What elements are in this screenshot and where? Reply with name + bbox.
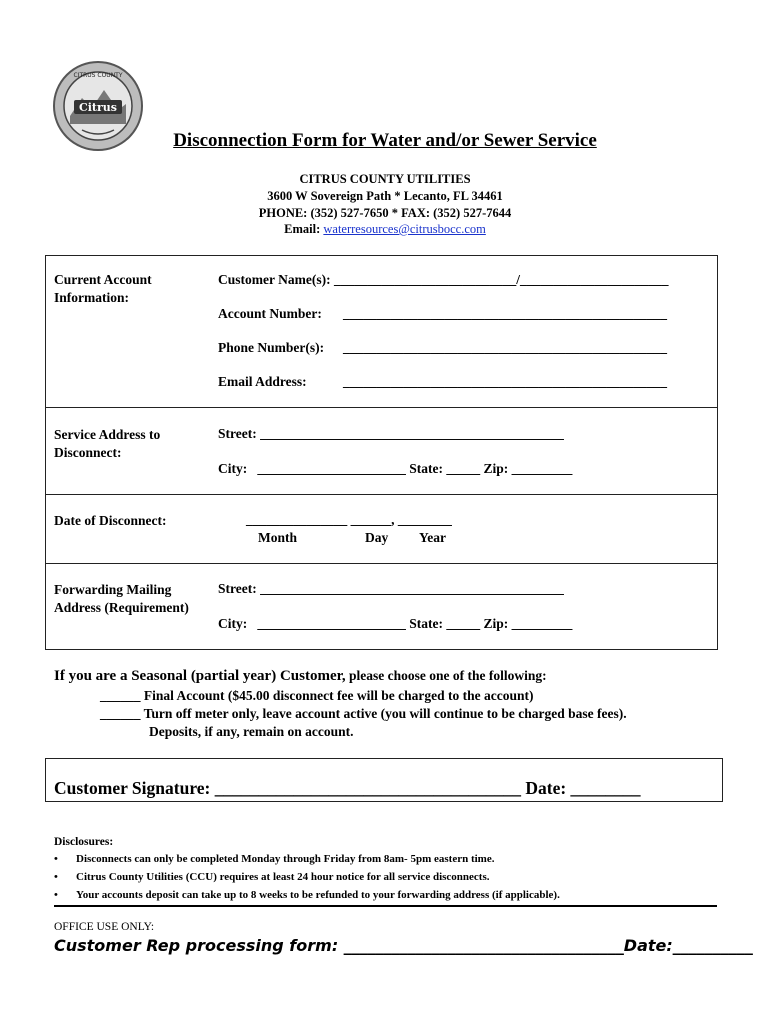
disclosure-text: Your accounts deposit can take up to 8 weeks to be refunded to your forwarding address (if applicable). <box>76 889 560 901</box>
date-of-disconnect-label: Date of Disconnect: <box>54 513 167 528</box>
org-email-line <box>0 222 770 237</box>
phone-number-label: Phone Number(s): <box>218 340 325 355</box>
disconnect-date-field[interactable]: _______________ ______, ________ <box>246 512 452 527</box>
bullet-icon: • <box>54 853 58 865</box>
org-address: 3600 W Sovereign Path * Lecanto, FL 34461 <box>267 189 503 203</box>
service-street-field[interactable]: Street: _____________________________________________ <box>218 426 564 441</box>
forwarding-city-state-zip-field[interactable]: City: ______________________ State: _____ Zip: _________ <box>218 616 573 631</box>
customer-names-field[interactable]: Customer Name(s): ___________________________/______________________ <box>218 272 669 287</box>
customer-signature-field[interactable]: Customer Signature: ___________________________________ Date: ________ <box>54 778 641 798</box>
bullet-icon: • <box>54 871 58 883</box>
disclosure-item <box>54 889 560 901</box>
office-use-heading: OFFICE USE ONLY: <box>54 921 155 933</box>
forwarding-street-field[interactable]: Street: _____________________________________________ <box>218 581 564 596</box>
final-account-option[interactable]: ______ Final Account ($45.00 disconnect fee will be charged to the account) <box>100 688 534 703</box>
bullet-icon: • <box>54 889 58 901</box>
email-address-field[interactable]: ________________________________________________ <box>343 374 667 389</box>
seal-text: Citrus <box>78 101 118 114</box>
form-title: Disconnection Form for Water and/or Sewer Service <box>173 130 597 151</box>
disclosures-heading: Disclosures: <box>54 836 114 848</box>
divider <box>45 563 718 564</box>
disclosure-item <box>54 871 489 883</box>
month-caption: Month <box>258 530 298 545</box>
org-phone-fax: PHONE: (352) 527-7650 * FAX: (352) 527-7644 <box>258 206 512 220</box>
email-address-label: Email Address: <box>218 374 307 389</box>
year-caption: Year <box>419 530 446 545</box>
account-number-label: Account Number: <box>218 306 322 321</box>
email-label: Email: <box>284 222 321 236</box>
service-address-label: Service Address to Disconnect: <box>54 427 161 460</box>
seal-ring-text: CITRUS COUNTY <box>73 72 123 79</box>
current-account-label: Current Account Information: <box>54 272 152 305</box>
disclosures-rule <box>54 905 717 907</box>
turn-off-meter-option[interactable]: ______ Turn off meter only, leave account active (you will continue to be charged base fees). <box>100 706 627 721</box>
customer-rep-field[interactable]: Customer Rep processing form: ___________________________________Date:__________ <box>54 936 753 955</box>
account-number-field[interactable]: ________________________________________________ <box>343 306 667 321</box>
day-caption: Day <box>365 530 389 545</box>
seasonal-heading-strong: If you are a Seasonal (partial year) Customer, <box>54 668 346 684</box>
seasonal-heading-rest: please choose one of the following: <box>345 668 547 683</box>
forwarding-address-label: Forwarding Mailing Address (Requirement) <box>54 582 189 615</box>
phone-number-field[interactable]: ________________________________________________ <box>343 340 667 355</box>
service-city-state-zip-field[interactable]: City: ______________________ State: _____ Zip: _________ <box>218 461 573 476</box>
divider <box>45 407 718 408</box>
deposits-note: Deposits, if any, remain on account. <box>149 724 354 739</box>
seasonal-heading <box>54 668 547 685</box>
org-name: CITRUS COUNTY UTILITIES <box>299 172 471 186</box>
disclosure-item <box>54 853 494 865</box>
disclosure-text: Disconnects can only be completed Monday through Friday from 8am- 5pm eastern time. <box>76 853 495 865</box>
email-link[interactable]: waterresources@citrusbocc.com <box>323 222 486 236</box>
divider <box>45 494 718 495</box>
disclosure-text: Citrus County Utilities (CCU) requires at least 24 hour notice for all service disconnects. <box>76 871 490 883</box>
